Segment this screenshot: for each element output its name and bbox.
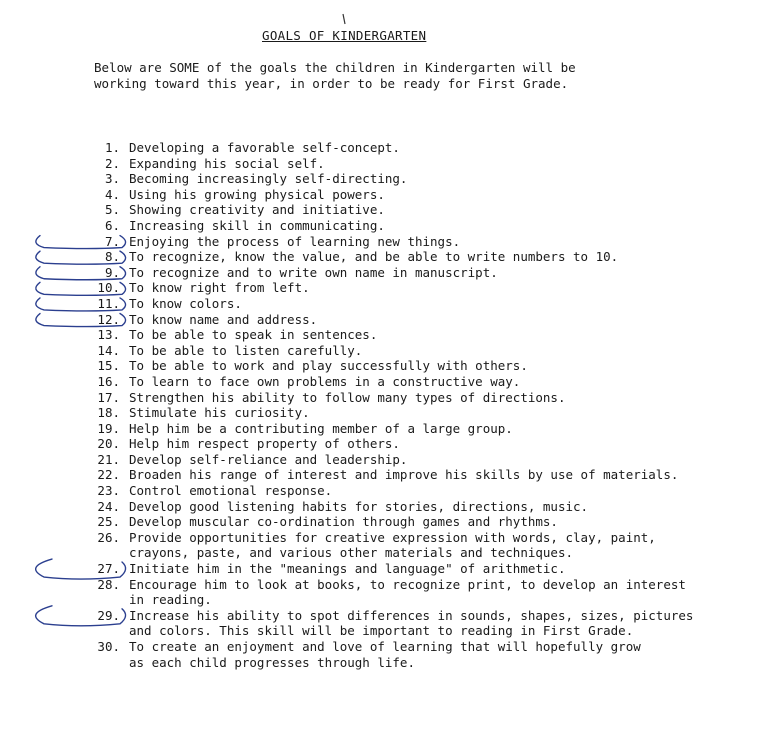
goal-text-line: To be able to speak in sentences.	[129, 327, 378, 343]
goal-text	[129, 218, 765, 234]
goal-item	[0, 405, 768, 421]
intro-line: Below are SOME of the goals the children in Kindergarten will be	[94, 60, 576, 75]
goal-number: 28.	[97, 576, 120, 592]
goal-item	[0, 249, 768, 265]
goal-item	[0, 343, 768, 359]
goal-item	[0, 265, 768, 281]
goal-text	[129, 608, 765, 639]
goal-item	[0, 577, 768, 608]
goal-text	[129, 530, 765, 561]
goal-text-line: Showing creativity and initiative.	[129, 202, 385, 218]
goal-item	[0, 374, 768, 390]
goal-text-line: Stimulate his curiosity.	[129, 405, 310, 421]
goal-item	[0, 140, 768, 156]
goal-number: 23.	[97, 483, 120, 499]
goal-text-line: Initiate him in the "meanings and language" of arithmetic.	[129, 561, 566, 577]
goal-item	[0, 234, 768, 250]
goal-text	[129, 234, 765, 250]
goal-item	[0, 156, 768, 172]
goal-text	[129, 483, 765, 499]
goal-number: 29.	[97, 607, 120, 623]
goal-text-line: Expanding his social self.	[129, 155, 325, 171]
page-title: GOALS OF KINDERGARTEN	[262, 28, 427, 43]
goal-text	[129, 452, 765, 468]
goal-item	[0, 514, 768, 530]
goal-text	[129, 171, 765, 187]
goal-number: 12.	[97, 311, 120, 327]
goal-text	[129, 156, 765, 172]
goals-list	[0, 140, 768, 670]
goal-text-line: To recognize and to write own name in manuscript.	[129, 264, 498, 280]
goal-number: 9.	[104, 264, 120, 280]
goal-number: 7.	[104, 233, 120, 249]
goal-item	[0, 327, 768, 343]
goal-item	[0, 187, 768, 203]
goal-text	[129, 343, 765, 359]
goal-item	[0, 436, 768, 452]
goal-number: 24.	[97, 498, 120, 514]
goal-text	[129, 639, 765, 670]
goal-text-line: and colors. This skill will be important to reading in First Grade.	[129, 623, 634, 639]
goal-text-line: Help him respect property of others.	[129, 436, 400, 452]
intro-paragraph	[94, 60, 714, 92]
goal-number: 21.	[97, 451, 120, 467]
goal-number: 17.	[97, 389, 120, 405]
goal-item	[0, 530, 768, 561]
goal-number: 2.	[104, 155, 120, 171]
goal-item	[0, 499, 768, 515]
goal-item	[0, 390, 768, 406]
goal-text	[129, 374, 765, 390]
goal-item	[0, 452, 768, 468]
goal-text	[129, 265, 765, 281]
goal-text	[129, 390, 765, 406]
goal-number: 30.	[97, 639, 120, 654]
goal-item	[0, 561, 768, 577]
goal-text	[129, 421, 765, 437]
goal-text	[129, 467, 765, 483]
goal-number: 16.	[97, 373, 120, 389]
goal-text-line: To create an enjoyment and love of learning that will hopefully grow	[129, 639, 641, 654]
goal-number: 4.	[104, 186, 120, 202]
goal-text	[129, 358, 765, 374]
goal-text-line: Broaden his range of interest and improve his skills by use of materials.	[129, 467, 679, 483]
goal-number: 18.	[97, 405, 120, 421]
goal-text	[129, 436, 765, 452]
goal-text-line: To recognize, know the value, and be able to write numbers to 10.	[129, 249, 619, 265]
goal-text-line: Encourage him to look at books, to recognize print, to develop an interest	[129, 576, 686, 592]
goal-text	[129, 249, 765, 265]
goal-text-line: Help him be a contributing member of a large group.	[129, 420, 513, 436]
goal-text-line: as each child progresses through life.	[129, 654, 415, 670]
goal-text-line: Develop muscular co-ordination through games and rhythms.	[129, 514, 558, 530]
goal-item	[0, 171, 768, 187]
goal-number: 14.	[97, 342, 120, 358]
goal-text	[129, 499, 765, 515]
goal-item	[0, 218, 768, 234]
goal-number: 8.	[104, 249, 120, 265]
goal-text	[129, 312, 765, 328]
goal-item	[0, 280, 768, 296]
goal-item	[0, 608, 768, 639]
goal-number: 1.	[104, 140, 120, 155]
goal-text-line: Control emotional response.	[129, 483, 333, 499]
goal-text-line: Develop self-reliance and leadership.	[129, 451, 408, 467]
goal-text	[129, 327, 765, 343]
goal-item	[0, 639, 768, 670]
goal-text-line: To know right from left.	[129, 280, 310, 296]
goal-text-line: in reading.	[129, 592, 212, 608]
goal-number: 6.	[104, 217, 120, 233]
goal-text	[129, 187, 765, 203]
goal-text	[129, 405, 765, 421]
goal-text-line: Strengthen his ability to follow many types of directions.	[129, 389, 566, 405]
goal-text	[129, 514, 765, 530]
goal-text-line: To learn to face own problems in a constructive way.	[129, 373, 521, 389]
goal-number: 27.	[97, 561, 120, 577]
goal-text-line: To be able to listen carefully.	[129, 342, 363, 358]
ink-tick-mark	[343, 14, 345, 24]
goal-text	[129, 296, 765, 312]
goal-item	[0, 202, 768, 218]
goal-number: 25.	[97, 514, 120, 530]
goal-number: 13.	[97, 327, 120, 343]
goal-item	[0, 421, 768, 437]
goal-number: 3.	[104, 171, 120, 187]
goal-text-line: To know name and address.	[129, 311, 318, 327]
goal-text-line: Increasing skill in communicating.	[129, 217, 385, 233]
goal-number: 22.	[97, 467, 120, 483]
goal-text	[129, 202, 765, 218]
goal-text	[129, 140, 765, 156]
goal-item	[0, 296, 768, 312]
goal-text-line: Increase his ability to spot differences in sounds, shapes, sizes, pictures	[129, 607, 694, 623]
goal-number: 20.	[97, 436, 120, 452]
goal-text	[129, 577, 765, 608]
goal-text-line: Enjoying the process of learning new things.	[129, 233, 461, 249]
goal-number: 11.	[97, 295, 120, 311]
goal-text-line: Provide opportunities for creative expression with words, clay, paint,	[129, 529, 656, 545]
goal-text	[129, 280, 765, 296]
goal-text-line: Developing a favorable self-concept.	[129, 140, 400, 155]
goal-item	[0, 358, 768, 374]
goal-text-line: Develop good listening habits for stories, directions, music.	[129, 498, 589, 514]
goal-text	[129, 561, 765, 577]
goal-text-line: crayons, paste, and various other materials and techniques.	[129, 545, 574, 561]
intro-line: working toward this year, in order to be ready for First Grade.	[94, 76, 569, 91]
goal-text-line: To know colors.	[129, 295, 242, 311]
goal-text-line: To be able to work and play successfully with others.	[129, 358, 528, 374]
goal-number: 26.	[97, 529, 120, 545]
goal-item	[0, 312, 768, 328]
goal-number: 10.	[97, 280, 120, 296]
goal-item	[0, 467, 768, 483]
goal-number: 5.	[104, 202, 120, 218]
goal-item	[0, 483, 768, 499]
goal-number: 15.	[97, 358, 120, 374]
goal-text-line: Becoming increasingly self-directing.	[129, 171, 408, 187]
goal-text-line: Using his growing physical powers.	[129, 186, 385, 202]
goal-number: 19.	[97, 420, 120, 436]
